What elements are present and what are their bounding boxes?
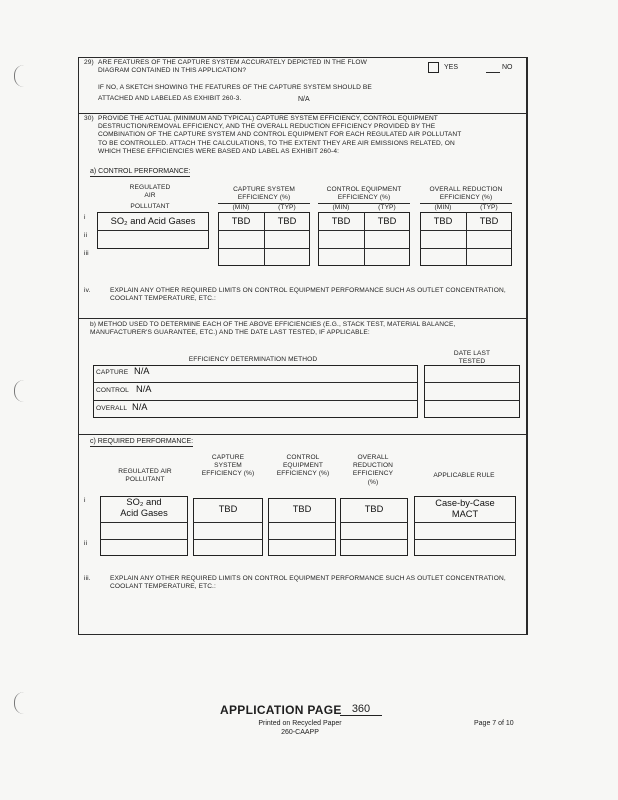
- cap-min-header: (MIN): [232, 204, 250, 211]
- divider: [218, 230, 310, 231]
- q29-question: ARE FEATURES OF THE CAPTURE SYSTEM ACCURATELY DEPICTED IN THE FLOW DIAGRAM CONTAINED IN THIS APPLICATION?: [98, 59, 367, 75]
- divider: [318, 230, 410, 231]
- divider: [93, 382, 418, 383]
- date-box: [424, 365, 520, 418]
- row-marker: ii: [84, 540, 88, 547]
- divider: [93, 400, 418, 401]
- cp-row1-ovr-min[interactable]: TBD: [433, 216, 453, 226]
- q30-question: PROVIDE THE ACTUAL (MINIMUM AND TYPICAL) CAPTURE SYSTEM EFFICIENCY, CONTROL EQUIPMENT DESTRUCTION/REMOVAL EFFICIENCY, AND THE OVERALL REDUCTION EFFICIENCY PROVIDED BY THE COMBINATION OF THE CAPTURE SYSTEM AND CONTROL EQUIPMENT FOR EACH REGULATED AIR POLLUTANT TO BE CONTROLLED. ATTACH THE CALCULATIONS, TO THE EXTENT THEY ARE AIR EMISSIONS RELATED, ON WHICH THESE EFFICIENCIES WERE BASED AND LABEL AS EXHIBIT 260-4:: [98, 115, 462, 155]
- overall-method-value[interactable]: N/A: [132, 402, 148, 412]
- rp-col-header-capture: CAPTURE SYSTEM EFFICIENCY (%): [201, 454, 255, 478]
- rp-col-header-rule: APPLICABLE RULE: [433, 472, 495, 479]
- explain-marker: iii.: [84, 575, 91, 582]
- q29-if-no-answer[interactable]: N/A: [298, 96, 310, 103]
- ovr-min-header: (MIN): [434, 204, 452, 211]
- rp-row1-rule[interactable]: Case-by-Case MACT: [435, 498, 495, 519]
- cp-explain-text: EXPLAIN ANY OTHER REQUIRED LIMITS ON CONTROL EQUIPMENT PERFORMANCE SUCH AS OUTLET CONCENTRATION, COOLANT TEMPERATURE, ETC.:: [110, 287, 506, 303]
- cp-row1-ctl-typ[interactable]: TBD: [377, 216, 397, 226]
- q29-if-no-text: IF NO, A SKETCH SHOWING THE FEATURES OF THE CAPTURE SYSTEM SHOULD BE ATTACHED AND LABELED AS EXHIBIT 260-3.: [98, 84, 372, 103]
- q29-no-label: NO: [502, 64, 513, 71]
- ovr-typ-header: (TYP): [480, 204, 498, 211]
- q29-yes-label: YES: [444, 64, 459, 71]
- divider: [414, 539, 516, 540]
- col-header-pollutant: REGULATED AIR POLLUTANT: [129, 184, 171, 211]
- divider: [100, 522, 188, 523]
- divider: [424, 400, 520, 401]
- q29-no-blank[interactable]: [486, 72, 500, 73]
- date-col-header: DATE LAST TESTED: [453, 350, 491, 366]
- divider: [100, 539, 188, 540]
- divider: [420, 230, 512, 231]
- divider: [268, 539, 336, 540]
- divider: [218, 248, 310, 249]
- divider: [78, 434, 527, 435]
- row-marker: i: [84, 497, 86, 504]
- cp-row2-pollutant[interactable]: [97, 231, 209, 249]
- q30-number: 30): [84, 115, 94, 122]
- divider: [78, 318, 527, 319]
- divider: [318, 248, 410, 249]
- row-marker: ii: [84, 232, 88, 239]
- rp-row1-capture[interactable]: TBD: [218, 504, 238, 514]
- divider: [526, 57, 527, 634]
- cap-typ-header: (TYP): [278, 204, 296, 211]
- cp-row1-pollutant[interactable]: SO₂ and Acid Gases: [110, 216, 196, 226]
- capture-method-value[interactable]: N/A: [134, 366, 150, 376]
- page-of-label: Page 7 of 10: [474, 720, 514, 727]
- col-header-control: CONTROL EQUIPMENT EFFICIENCY (%): [326, 186, 402, 202]
- binder-hole-mark: [14, 65, 24, 87]
- overall-method-label: OVERALL: [96, 405, 128, 412]
- col-header-overall: OVERALL REDUCTION EFFICIENCY (%): [429, 186, 503, 202]
- method-col-header: EFFICIENCY DETERMINATION METHOD: [188, 356, 318, 363]
- rp-col-header-pollutant: REGULATED AIR POLLUTANT: [118, 468, 172, 484]
- divider: [340, 522, 408, 523]
- divider: [78, 113, 527, 114]
- application-page-label: APPLICATION PAGE: [220, 703, 342, 717]
- cp-row1-cap-min[interactable]: TBD: [231, 216, 251, 226]
- control-method-value[interactable]: N/A: [136, 384, 152, 394]
- cp-row1-cap-typ[interactable]: TBD: [277, 216, 297, 226]
- form-code: 260-CAAPP: [281, 729, 319, 736]
- rp-row1-pollutant[interactable]: SO₂ and Acid Gases: [120, 497, 168, 518]
- methods-heading: b) METHOD USED TO DETERMINE EACH OF THE ABOVE EFFICIENCIES (E.G., STACK TEST, MATERIAL BALANCE, MANUFACTURER'S GUARANTEE, ETC.) AND THE DATE LAST TESTED, IF APPLICABLE:: [90, 321, 456, 337]
- row-marker: i: [84, 214, 86, 221]
- divider: [420, 248, 512, 249]
- rp-row1-overall[interactable]: TBD: [364, 504, 384, 514]
- recycled-note: Printed on Recycled Paper: [258, 720, 342, 727]
- application-page-number: 360: [340, 703, 382, 716]
- control-performance-heading: a) CONTROL PERFORMANCE:: [90, 168, 191, 175]
- rp-explain-text: EXPLAIN ANY OTHER REQUIRED LIMITS ON CONTROL EQUIPMENT PERFORMANCE SUCH AS OUTLET CONCENTRATION, COOLANT TEMPERATURE, ETC.:: [110, 575, 506, 591]
- divider: [193, 522, 263, 523]
- divider: [414, 522, 516, 523]
- required-performance-heading: c) REQUIRED PERFORMANCE:: [90, 438, 194, 445]
- rp-col-header-control: CONTROL EQUIPMENT EFFICIENCY (%): [276, 454, 330, 478]
- binder-hole-mark: [14, 380, 24, 402]
- control-method-label: CONTROL: [96, 387, 129, 394]
- col-header-capture: CAPTURE SYSTEM EFFICIENCY (%): [233, 186, 295, 202]
- capture-method-label: CAPTURE: [96, 369, 129, 376]
- ctl-min-header: (MIN): [332, 204, 350, 211]
- q29-yes-checkbox[interactable]: [428, 62, 439, 73]
- divider: [340, 539, 408, 540]
- divider: [424, 382, 520, 383]
- cp-row1-ctl-min[interactable]: TBD: [331, 216, 351, 226]
- q29-number: 29): [84, 59, 94, 66]
- binder-hole-mark: [14, 692, 24, 714]
- divider: [268, 522, 336, 523]
- cp-row1-ovr-typ[interactable]: TBD: [479, 216, 499, 226]
- row-marker: iii: [84, 250, 89, 257]
- rp-row1-control[interactable]: TBD: [292, 504, 312, 514]
- explain-marker: iv.: [84, 287, 91, 294]
- ctl-typ-header: (TYP): [378, 204, 396, 211]
- divider: [193, 539, 263, 540]
- rp-col-header-overall: OVERALL REDUCTION EFFICIENCY (%): [352, 454, 394, 486]
